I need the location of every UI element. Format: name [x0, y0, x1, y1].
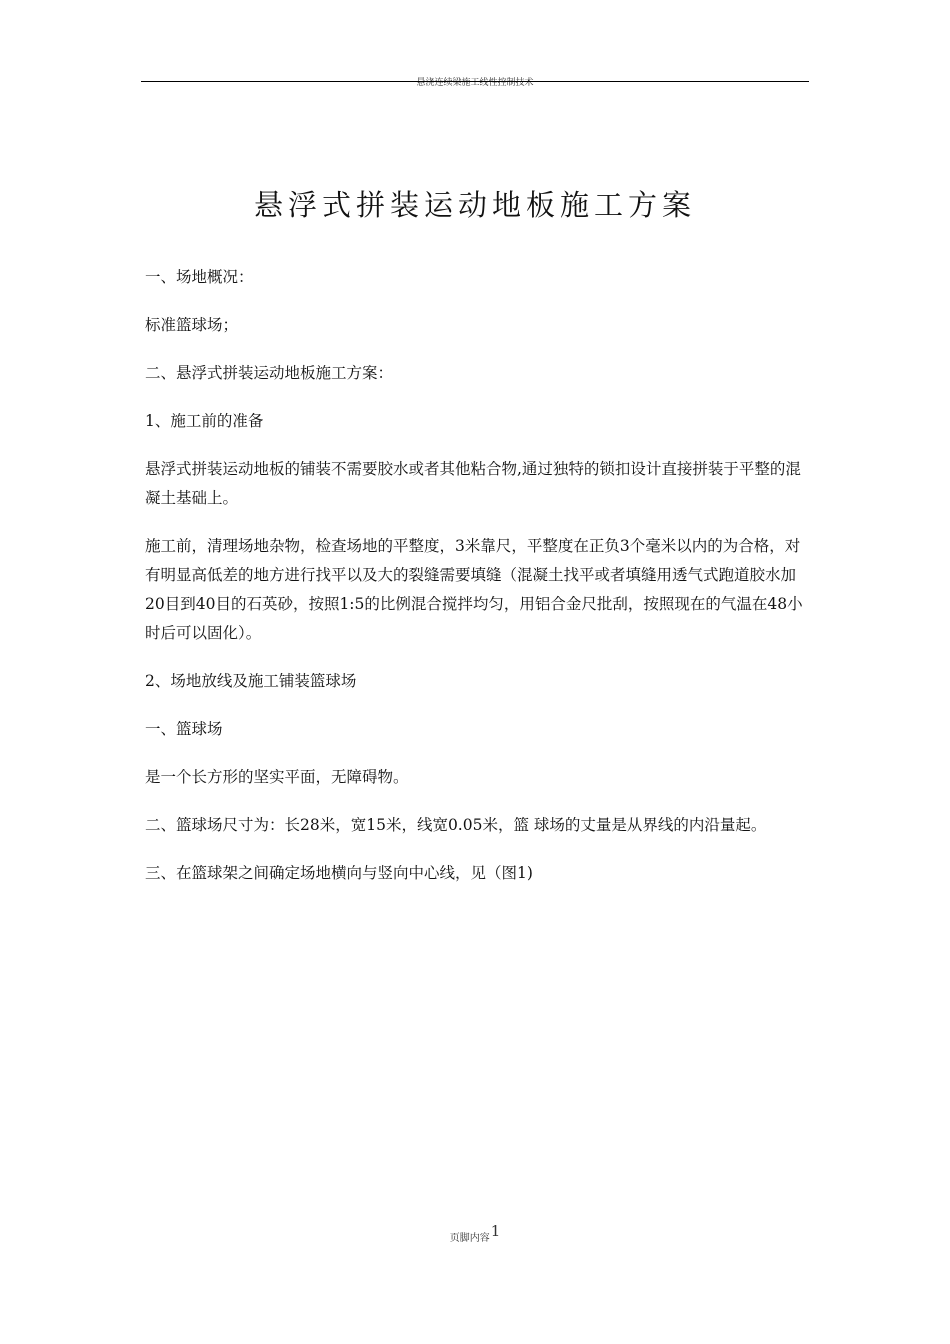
- paragraph-site-inspection: 施工前，清理场地杂物，检查场地的平整度，3米靠尺，平整度在正负3个毫米以内的为合格，对有明显高低差的地方进行找平以及大的裂缝需要填缝（混凝土找平或者填缝用透气式跑道胶水加20目到40目的石英砂，按照1:5的比例混合搅拌均匀，用铝合金尺批刮，按照现在的气温在48小时后可以固化）。: [145, 537, 803, 642]
- page-number: 1: [490, 1222, 501, 1240]
- list-item-court-dimensions: 二、篮球场尺寸为：长28米，宽15米，线宽0.05米，篮 球场的丈量是从界线的内沿量起。: [145, 816, 767, 834]
- page-footer: [0, 1222, 950, 1245]
- document-title: 悬浮式拼装运动地板施工方案: [253, 188, 696, 222]
- section-heading-construction-plan: 二、悬浮式拼装运动地板施工方案：: [145, 364, 394, 382]
- subsection-heading-preparation: 1、施工前的准备: [145, 412, 264, 430]
- paragraph-installation-method: 悬浮式拼装运动地板的铺装不需要胶水或者其他粘合物,通过独特的锁扣设计直接拼装于平整的混凝土基础上。: [145, 460, 801, 507]
- page-header-text: 悬浇连续梁施工线性控制技术: [416, 78, 534, 88]
- header-divider: [141, 81, 809, 82]
- list-item-basketball-court: 一、篮球场: [145, 720, 223, 738]
- section-heading-site-overview: 一、场地概况：: [145, 268, 254, 286]
- paragraph-court-surface: 是一个长方形的坚实平面，无障碍物。: [145, 768, 409, 786]
- document-body: [145, 263, 813, 907]
- footer-label: 页脚内容: [449, 1233, 490, 1244]
- paragraph-site-type: 标准篮球场；: [145, 316, 239, 334]
- subsection-heading-layout: 2、场地放线及施工铺装篮球场: [145, 672, 357, 690]
- list-item-center-lines: 三、在篮球架之间确定场地横向与竖向中心线，见（图1): [145, 864, 533, 882]
